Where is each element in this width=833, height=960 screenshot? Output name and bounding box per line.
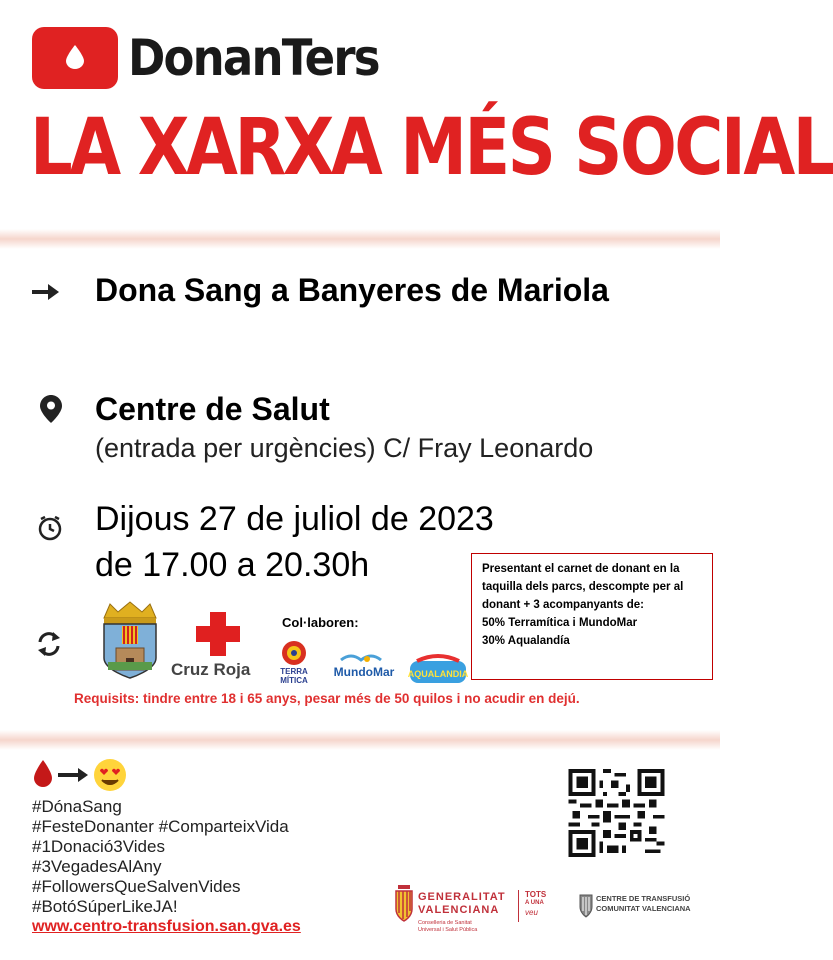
generalitat-emblem-icon <box>394 883 414 927</box>
hashtag-line: #FesteDonanter #ComparteixVida <box>32 817 289 836</box>
hashtag-line: #BotóSúperLikeJA! <box>32 897 178 916</box>
discount-line: donant + 3 acompanyants de: <box>482 599 644 611</box>
transfusion-center-line: CENTRE DE TRANSFUSIÓ <box>596 894 691 903</box>
discount-line: taquilla dels parcs, descompte per al <box>482 581 684 593</box>
place-name: Centre de Salut <box>95 391 330 427</box>
conselleria-line: Universal i Salut Pública <box>418 927 478 933</box>
event-title: Dona Sang a Banyeres de Mariola <box>95 272 609 308</box>
event-date: Dijous 27 de juliol de 2023 <box>95 500 494 538</box>
collaborators-label: Col·laboren: <box>282 615 359 630</box>
discount-line: 30% Aqualandía <box>482 635 570 647</box>
refresh-icon <box>36 630 62 658</box>
cruz-roja-label: Cruz Roja <box>171 660 251 679</box>
website-link[interactable]: www.centro-transfusion.san.gva.es <box>32 918 301 935</box>
aqualandia-logo <box>409 655 467 685</box>
requirements-note: Requisits: tindre entre 18 i 65 anys, pesar més de 50 quilos i no acudir en dejú. <box>74 691 580 706</box>
hashtag-line: #DónaSang <box>32 797 122 816</box>
generalitat-name-line: GENERALITAT <box>418 891 506 903</box>
mundomar-logo <box>327 652 401 684</box>
clock-icon <box>36 515 64 541</box>
event-time: de 17.00 a 20.30h <box>95 546 370 584</box>
hashtag-line: #FollowersQueSalvenVides <box>32 877 241 896</box>
red-cross-icon <box>196 612 240 656</box>
hashtag-line: #1Donació3Vides <box>32 837 165 856</box>
mundomar-label: MundoMar <box>333 665 395 679</box>
discount-line: 50% Terramítica i MundoMar <box>482 617 638 629</box>
qr-code[interactable] <box>568 769 665 857</box>
arrow-right-icon <box>32 283 60 301</box>
generalitat-name <box>418 891 506 917</box>
brand-name: DonanTers <box>128 29 379 87</box>
drop-arrow-heart-eyes-icons <box>32 758 132 792</box>
headline-part1: LA XARXA <box>30 103 380 193</box>
svg-text:TERRA: TERRA <box>280 667 308 676</box>
discount-line: Presentant el carnet de donant en la <box>482 563 680 575</box>
separator-band-bottom <box>0 730 720 750</box>
headline-part2: MÉS SOCIAL <box>400 103 833 193</box>
svg-text:MÍTICA: MÍTICA <box>280 676 308 685</box>
separator-band-top <box>0 229 720 249</box>
transfusion-center-emblem-icon <box>578 893 594 919</box>
generalitat-name-line: VALENCIANA <box>418 904 500 916</box>
discount-box <box>471 553 713 680</box>
conselleria-name <box>418 920 477 934</box>
blood-drop-icon <box>66 45 84 69</box>
gva-slogan-line: veu <box>525 908 538 917</box>
gva-slogan-line: A UNA <box>525 900 544 906</box>
location-pin-icon <box>40 395 62 423</box>
place-detail: (entrada per urgències) C/ Fray Leonardo <box>95 433 594 463</box>
youtube-drop-logo <box>32 27 118 89</box>
hashtag-line: #3VegadesAlAny <box>32 857 162 876</box>
aqualandia-label: AQUALANDIA <box>407 669 469 679</box>
footer-divider <box>518 890 519 922</box>
transfusion-center-name <box>596 894 691 914</box>
headline <box>30 98 833 198</box>
banyeres-coat-of-arms-logo <box>96 600 164 680</box>
gva-slogan <box>525 890 546 917</box>
gva-slogan-line: TOTS <box>525 890 547 899</box>
terra-mitica-logo <box>273 640 315 686</box>
conselleria-line: Conselleria de Sanitat <box>418 920 472 926</box>
transfusion-center-line: COMUNITAT VALENCIANA <box>596 904 691 913</box>
